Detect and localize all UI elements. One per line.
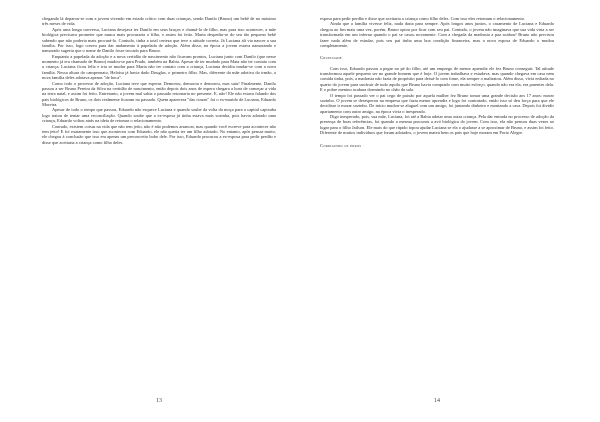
page-number-left: 13 [156,398,162,404]
paragraph: Após uma longa conversa, Luciana desejava ter Danilo em seus braços e chamá-lo de filho, mas para isso acontecer, a mãe biológica precisava prometer que nunca mais procuraria o filho, e assim foi feito. Maria despediu-se do seu tão pequeno bebê sabendo que não poderia mais procurá-lo. Contudo, tinha a total certeza que teve a atitude correta. Já Luciana ali via nascer a sua família. Por isso, logo correu para dar andamento à papelada de adoção. Além disso, na época a jovem estava namorando e namorado sugeriu que o nome de Danilo fosse trocado para Bruno. [42,26,276,54]
right-page [320,16,554,153]
section-heading: Corrigindo os erros [320,142,362,148]
paragraph: Contudo, existem coisas na vida que não tem jeito, não é não podemos arrancar, mas quando você escreve para acontecer não tem jeito! E foi exatamente isso que aconteceu com Eduardo, ele não queria ter um filho adotado. No entanto, após pensar muito, ele chegou à conclusão que isso era apenas um preconceito bobo dele. Por isso, Eduardo procurou a ex-esposa para pedir perdão e disse que aceitaria a criança como filho deles. [42,123,276,145]
paragraph: Com isso, Eduardo passou a pegar no pé do filho, até um emprego de menor aprendiz ele fez Bruno conseguir. Tal atitude transformou aquele pequeno ser no grande homem que é hoje. O jovem trabalhava e estudava, mas quando chegava em casa nem comida tinha, pois, a madrasta não fazia de propósito para deixá-lo com fome, ela sempre o maltratou. Além disso, vivia enfiada no quarto do jovem para usufruir de tudo aquilo que Bruno havia comprado com muito esforço, quando não era ela, era parentes dela. E o pobre menino acabara dormindo no chão da sala. [320,65,554,93]
paragraph: Como todo o processo de adoção, Luciana teve que esperar. Demorou, demorou e demorou, mas saiu! Finalmente, Danilo passou a ser Bruno Pereira da Silva na certidão de nascimento, então depois dois anos de espera chegara a hora de começar a vida na terra natal, e assim foi feito. Entretanto, a jovem mal sabia o passado retornaria no presente. E, não! Ele não estava falando dos pais biológicos de Bruno, os dois realmente ficaram no passado. Quem aparecera "das cinzas" foi o ex-marido de Luciana, Eduardo Moreira. [42,80,276,107]
section-heading: Crueldade [320,55,342,61]
paragraph: esposa para pedir perdão e disse que aceitaria a criança como filho deles. Com isso eles retomam o relacionamento. [320,16,526,21]
paragraph: O tempo foi passado ver o pai cego de paixão por aquela mulher fez Bruno tomar uma grande decisão aos 17 anos: morar sozinho. O jovem se desesperou na empresa que fazia menor aprendiz e logo foi contratado, então isso só deu força para que ele decidisse ir morar sozinho. De início mudou-se aluguel com um amigo, foi juntando dinheiro e montando a casa. Depois foi dividir apartamento com outro amigo, na época vivia o inesperado. [320,92,554,114]
page-number-right: 14 [434,398,440,404]
left-page [42,16,276,145]
paragraph: chegando lá deparou-se com a jovem vivendo em estado crítico com duas crianças, sendo Danilo (Bruno) um bebê de no máximo três meses de vida. [42,16,276,27]
paragraph: Enquanto a papelada da adoção e a nova certidão de nascimento não ficavam prontos, Luciana junto com Danilo (que nesse momento já era chamado de Bruno) mudou-se para Prado, também na Bahia. Apesar de ter mudado para Mata não ter contato com a criança, Luciana ficou feliz e iria se mudar para Maria não ter contato com a criança, Luciana decidiu mudar-se com a nova família. Nessa altura do campeonato, Heloísa já havia dado Douglas, o primeiro filho. Mas, diferente da mãe adotiva do irmão, a nova família deles adotava apenas "de boca". [42,53,276,81]
paragraph: Digo inesperado, pois, sua mãe, Luciana, foi até a Bahia adotar uma outra criança. Pela dar entrada no processo de adoção da presença de boas referências, foi quando a mesma procurou a avó biológica do jovem. Com isso, ela não pensou duas vezes ao lugar para o filho Jailson. Ele mais do que rápido topou ajudar Luciana se ela o ajudasse a se aproximar de Bruno, e assim foi feito. Diferente de muitos indivíduos que foram adotados, o jovem mateu bem os pais que hoje moram em Porto Alegre. [320,114,554,136]
paragraph: Ainda que a família vivesse feliz, nada daria para sempre. Após longos anos juntos, o casamento de Luciana e Eduardo chegou ao fim mais uma vez, porém, Bruno optou por ficar com seu pai. Contudo, o jovem não imaginava que sua vida viria a ser transformada em um inferno quando o pai se casou novamente. Com a chegada da madrasta a paz acabou! Bruno não precisou fazer nada além de estudar, pois seu pai tinha uma boa condição financeira, mas a nova esposa de Eduardo o mudou completamente. [320,21,554,48]
paragraph: Apesar de todo o tempo que passou, Eduardo não esquece Luciana e quando soube da volta da moça para a capital capixaba logo tratou de tentar uma reconciliação. Quando soube que a ex-esposa já tinha estava mais sozinha, pois havia adotado uma criança, Eduardo voltou atrás na ideia de retomar o relacionamento. [42,107,276,124]
